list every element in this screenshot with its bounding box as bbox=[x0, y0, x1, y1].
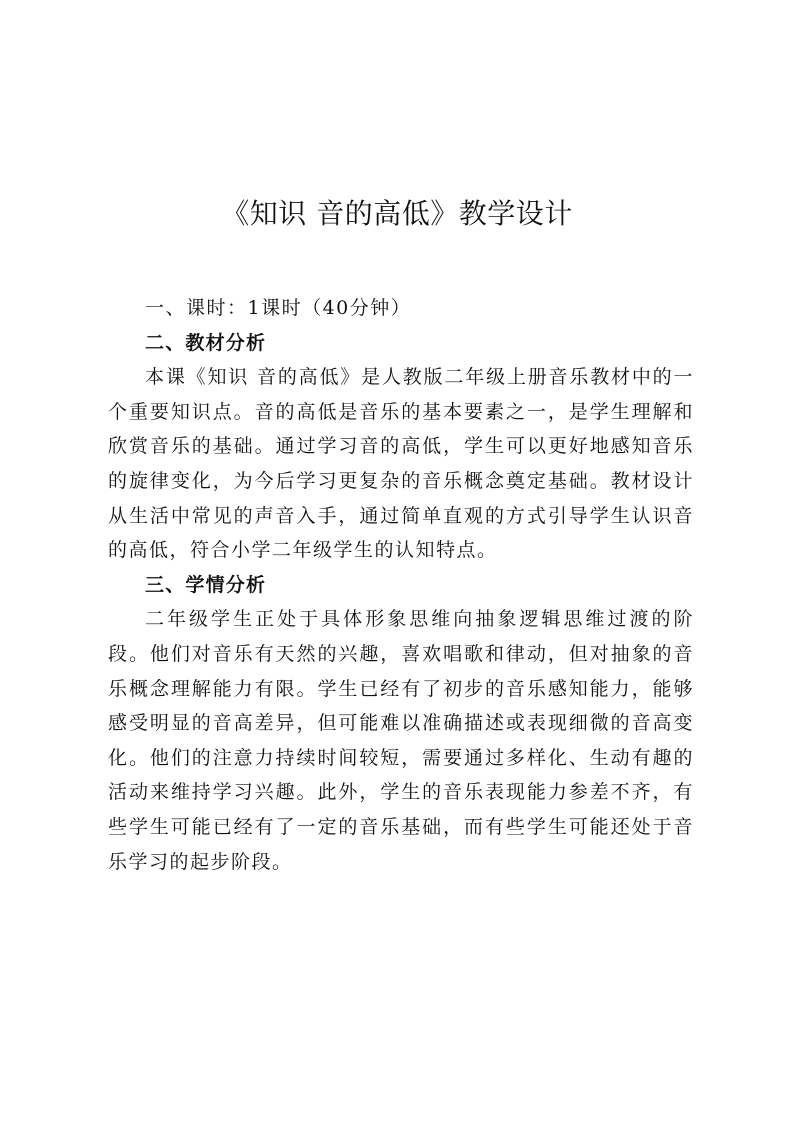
document-content bbox=[108, 291, 694, 879]
lesson-time: 一、课时：1课时（40分钟） bbox=[145, 297, 412, 319]
section-body-student-analysis: 二年级学生正处于具体形象思维向抽象逻辑思维过渡的阶段。他们对音乐有天然的兴趣，喜欢唱歌和律动，但对抽象的音乐概念理解能力有限。学生已经有了初步的音乐感知能力，能够感受明显的音高差异，但可能难以准确描述或表现细微的音高变化。他们的注意力持续时间较短，需要通过多样化、生动有趣的活动来维持学习兴趣。此外，学生的音乐表现能力参差不齐，有些学生可能已经有了一定的音乐基础，而有些学生可能还处于音乐学习的起步阶段。 bbox=[108, 608, 694, 873]
section-heading-textbook-analysis: 二、教材分析 bbox=[145, 331, 267, 354]
section-heading-student-analysis: 三、学情分析 bbox=[145, 573, 267, 596]
section-body-textbook-analysis: 本课《知识 音的高低》是人教版二年级上册音乐教材中的一个重要知识点。音的高低是音乐的基本要素之一，是学生理解和欣赏音乐的基础。通过学习音的高低，学生可以更好地感知音乐的旋律变化，为今后学习更复杂的音乐概念奠定基础。教材设计从生活中常见的声音入手，通过简单直观的方式引导学生认识音的高低，符合小学二年级学生的认知特点。 bbox=[108, 366, 694, 562]
document-title: 《知识 音的高低》教学设计 bbox=[221, 197, 573, 230]
